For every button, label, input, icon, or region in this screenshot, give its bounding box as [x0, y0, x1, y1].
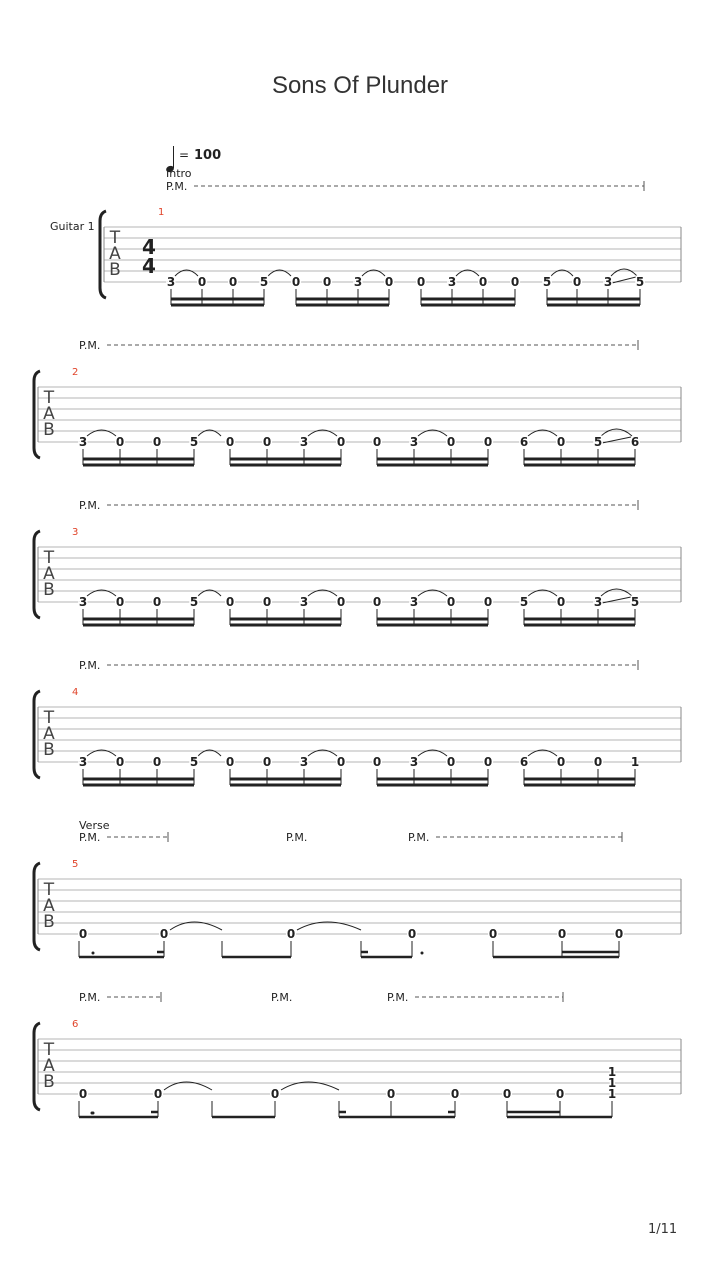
palm-mute-label: P.M.: [79, 991, 101, 1004]
dot: [92, 952, 95, 955]
fret-number: 0: [153, 1087, 163, 1101]
time-signature-bottom: 4: [142, 254, 156, 278]
measure-number: 3: [72, 527, 79, 538]
fret-number: 0: [225, 755, 235, 769]
tab-clef-letter: T: [109, 228, 121, 248]
fret-number: 0: [386, 1087, 396, 1101]
fret-number: 0: [446, 595, 456, 609]
fret-number: 0: [115, 435, 125, 449]
fret-number: 0: [336, 755, 346, 769]
fret-number: 0: [372, 755, 382, 769]
fret-number: 0: [197, 275, 207, 289]
fret-number: 0: [407, 927, 417, 941]
tab-clef-letter: B: [43, 740, 55, 760]
slur-arc: [611, 269, 637, 276]
fret-number: 3: [78, 595, 88, 609]
fret-number: 5: [519, 595, 529, 609]
fret-number: 0: [556, 595, 566, 609]
tab-clef-letter: B: [43, 1072, 55, 1092]
system-bracket: [34, 531, 40, 618]
fret-number: 0: [502, 1087, 512, 1101]
fret-number: 0: [372, 595, 382, 609]
fret-number: 0: [115, 755, 125, 769]
fret-number: 5: [259, 275, 269, 289]
fret-number: 0: [291, 275, 301, 289]
tempo-value: 100: [194, 148, 222, 163]
dot: [91, 1112, 94, 1115]
fret-number: 0: [478, 275, 488, 289]
fret-number: 0: [416, 275, 426, 289]
tempo-equals: =: [179, 148, 190, 162]
fret-number: 0: [225, 595, 235, 609]
fret-number: 3: [447, 275, 457, 289]
fret-number: 3: [409, 435, 419, 449]
slur-arc: [601, 429, 632, 436]
palm-mute-label: P.M.: [79, 831, 101, 844]
palm-mute-label: P.M.: [79, 339, 101, 352]
fret-number: 5: [635, 275, 645, 289]
tab-clef-letter: T: [43, 388, 55, 408]
fret-number: 5: [189, 435, 199, 449]
fret-number: 3: [78, 435, 88, 449]
fret-number: 0: [372, 435, 382, 449]
palm-mute-label: P.M.: [166, 180, 188, 193]
fret-number: 0: [336, 595, 346, 609]
fret-number: 0: [572, 275, 582, 289]
dot: [421, 952, 424, 955]
instrument-name: Guitar 1: [50, 220, 95, 233]
tab-clef-letter: T: [43, 548, 55, 568]
system-bracket: [34, 691, 40, 778]
fret-number: 0: [159, 927, 169, 941]
chord-fret-number: 1: [607, 1087, 617, 1101]
fret-number: 0: [614, 927, 624, 941]
fret-number: 0: [225, 435, 235, 449]
tab-clef-letter: A: [43, 404, 55, 424]
fret-number: 0: [488, 927, 498, 941]
fret-number: 3: [353, 275, 363, 289]
fret-number: 5: [189, 755, 199, 769]
fret-number: 0: [262, 435, 272, 449]
fret-number: 0: [78, 1087, 88, 1101]
palm-mute-label: P.M.: [271, 991, 293, 1004]
fret-number: 3: [593, 595, 603, 609]
fret-number: 0: [483, 595, 493, 609]
fret-number: 6: [519, 435, 529, 449]
measure-number: 1: [158, 207, 165, 218]
palm-mute-label: P.M.: [79, 659, 101, 672]
tab-clef-letter: T: [43, 1040, 55, 1060]
fret-number: 0: [556, 435, 566, 449]
fret-number: 0: [336, 435, 346, 449]
fret-number: 0: [270, 1087, 280, 1101]
chord-fret-number: 1: [607, 1076, 617, 1090]
system-bracket: [34, 371, 40, 458]
fret-number: 0: [450, 1087, 460, 1101]
tab-clef-letter: A: [43, 564, 55, 584]
fret-number: 0: [152, 595, 162, 609]
fret-number: 0: [557, 927, 567, 941]
fret-number: 5: [189, 595, 199, 609]
time-signature-top: 4: [142, 235, 156, 259]
fret-number: 6: [630, 435, 640, 449]
fret-number: 0: [228, 275, 238, 289]
tab-clef-letter: A: [43, 724, 55, 744]
fret-number: 0: [322, 275, 332, 289]
fret-number: 1: [630, 755, 640, 769]
fret-number: 0: [78, 927, 88, 941]
slur-arc: [601, 589, 632, 596]
measure-number: 2: [72, 367, 79, 378]
fret-number: 0: [446, 755, 456, 769]
fret-number: 3: [299, 595, 309, 609]
palm-mute-label: P.M.: [286, 831, 308, 844]
palm-mute-label: P.M.: [79, 499, 101, 512]
measure-number: 6: [72, 1019, 79, 1030]
fret-number: 3: [409, 595, 419, 609]
fret-number: 0: [286, 927, 296, 941]
fret-number: 0: [384, 275, 394, 289]
fret-number: 3: [299, 435, 309, 449]
measure-number: 4: [72, 687, 79, 698]
tab-clef-letter: B: [43, 420, 55, 440]
fret-number: 3: [409, 755, 419, 769]
tab-clef-letter: B: [109, 260, 121, 280]
palm-mute-label: P.M.: [408, 831, 430, 844]
tab-clef-letter: T: [43, 880, 55, 900]
tab-clef-letter: A: [43, 896, 55, 916]
page-number: 1/11: [648, 1222, 678, 1237]
system-bracket: [100, 211, 106, 298]
fret-number: 3: [166, 275, 176, 289]
system-bracket: [34, 863, 40, 950]
tab-clef-letter: B: [43, 912, 55, 932]
fret-number: 3: [299, 755, 309, 769]
tab-clef-letter: B: [43, 580, 55, 600]
fret-number: 5: [542, 275, 552, 289]
fret-number: 0: [115, 595, 125, 609]
fret-number: 0: [483, 755, 493, 769]
fret-number: 0: [593, 755, 603, 769]
fret-number: 6: [519, 755, 529, 769]
fret-number: 0: [483, 435, 493, 449]
tab-clef-letter: A: [109, 244, 121, 264]
fret-number: 0: [262, 755, 272, 769]
fret-number: 0: [262, 595, 272, 609]
fret-number: 0: [446, 435, 456, 449]
system-bracket: [34, 1023, 40, 1110]
song-title: Sons Of Plunder: [271, 72, 449, 99]
fret-number: 0: [152, 435, 162, 449]
fret-number: 3: [603, 275, 613, 289]
fret-number: 5: [593, 435, 603, 449]
section-verse: Verse: [79, 819, 110, 832]
fret-number: 0: [152, 755, 162, 769]
fret-number: 0: [555, 1087, 565, 1101]
fret-number: 0: [510, 275, 520, 289]
fret-number: 3: [78, 755, 88, 769]
measure-number: 5: [72, 859, 79, 870]
tab-clef-letter: A: [43, 1056, 55, 1076]
fret-number: 5: [630, 595, 640, 609]
palm-mute-label: P.M.: [387, 991, 409, 1004]
chord-fret-number: 1: [607, 1065, 617, 1079]
tab-clef-letter: T: [43, 708, 55, 728]
section-intro: Intro: [166, 167, 192, 180]
fret-number: 0: [556, 755, 566, 769]
